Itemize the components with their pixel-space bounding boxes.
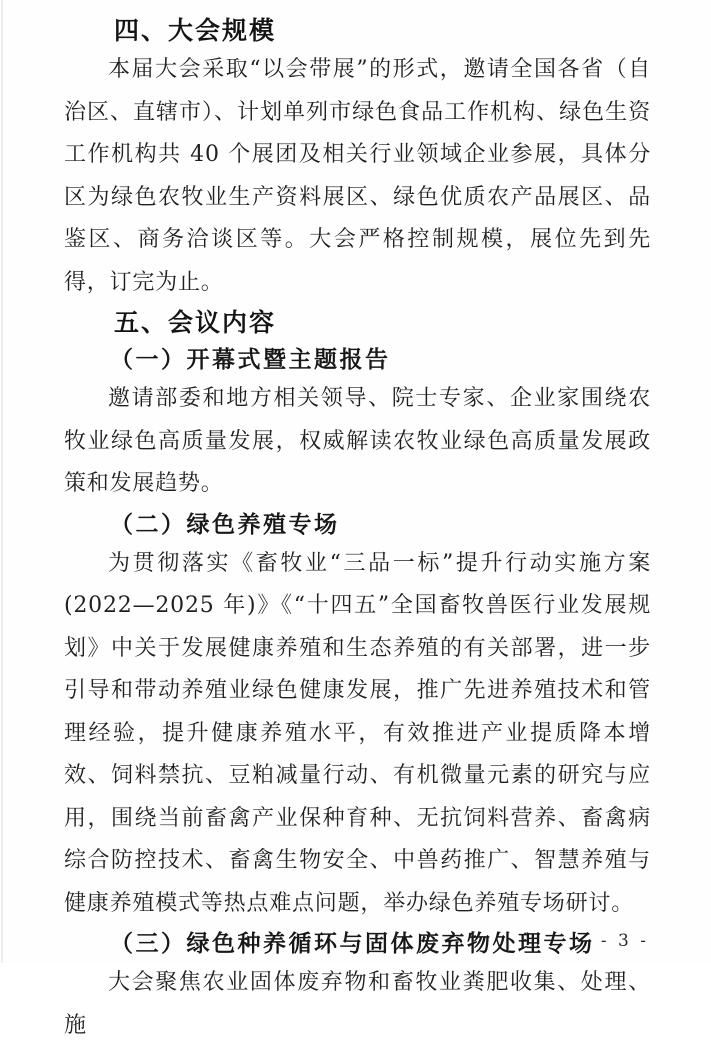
page-number: - 3 - [600, 931, 649, 951]
para-opening-report: 邀请部委和地方相关领导、院士专家、企业家围绕农牧业绿色高质量发展，权威解读农牧业绿色高质量发展政策和发展趋势。 [64, 386, 651, 496]
heading-sub-1-opening-ceremony: （一）开幕式暨主题报告 [110, 346, 391, 373]
document-content [64, 12, 651, 1047]
heading-sub-2-green-breeding: （二）绿色养殖专场 [110, 510, 340, 538]
heading-sub-3-waste-treatment: （三）绿色种养循环与固体废弃物处理专场 [110, 930, 595, 957]
para-green-breeding-detail: 为贯彻落实《畜牧业“三品一标”提升行动实施方案(2022—2025 年)》《“十四五”全国畜牧兽医行业发展规划》中关于发展健康养殖和生态养殖的有关部署，进一步引导和带动养殖业绿色健康发展，推广先进养殖技术和管理经验，提升健康养殖水平，有效推进产业提质降本增效、饲料禁抗、豆粕减量行动、有机微量元素的研究与应用，围绕当前畜禽产业保种育种、无抗饲料营养、畜禽病综合防控技术、畜禽生物安全、中兽药推广、智慧养殖与健康养殖模式等热点难点问题，举办绿色养殖专场研讨。 [64, 550, 651, 916]
heading-section-4-scale: 四、大会规模 [114, 16, 277, 45]
heading-section-5-content: 五、会议内容 [114, 308, 277, 337]
para-conference-scale: 本届大会采取“以会带展”的形式，邀请全国各省（自治区、直辖市）、计划单列市绿色食品工作机构、绿色生资工作机构共 40 个展团及相关行业领域企业参展，具体分区为绿色农牧业生产资料展区、绿色优质农产品展区、品鉴区、商务洽谈区等。大会严格控制规模，展位先到先得，订完为止。 [64, 57, 651, 295]
para-waste-treatment-intro: 大会聚焦农业固体废弃物和畜牧业粪肥收集、处理、施 [64, 970, 651, 1038]
